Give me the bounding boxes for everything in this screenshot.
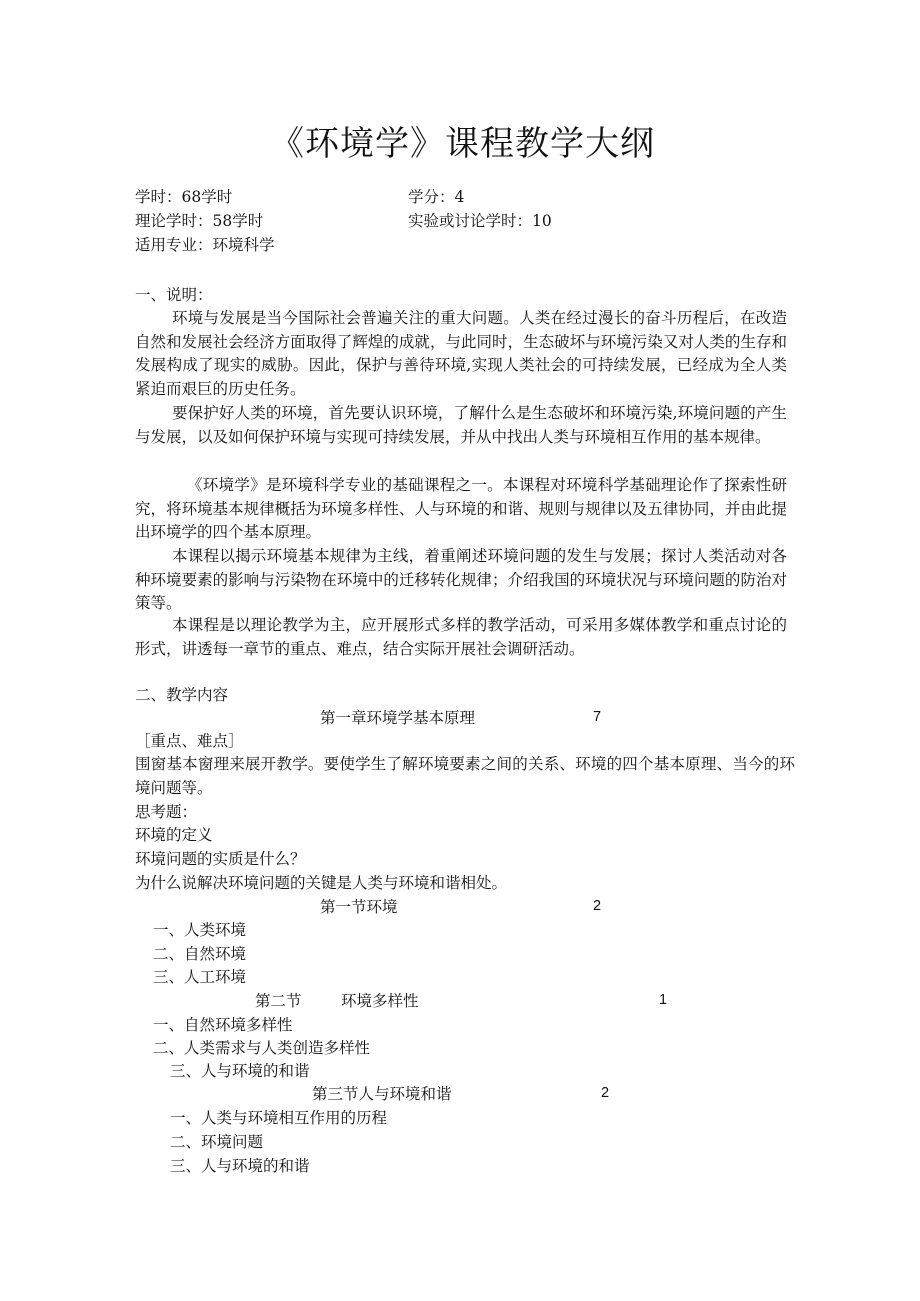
paragraph-2: 要保护好人类的环境，首先要认识环境，了解什么是生态破坏和环境污染,环境问题的产生与发展，以及如何保护环境与实现可持续发展，并从中找出人类与环境相互作用的基本规律。 [135,404,787,446]
question-item: 环境的定义 [135,826,213,844]
info-theory-hours: 理论学时：58学时 [135,212,264,230]
question-item: 为什么说解决环境问题的关键是人类与环境和谐相处。 [135,874,508,892]
section-1-1-hours: 2 [593,898,602,914]
section-1-1-title: 第一节环境 [320,898,398,916]
paragraph-5: 本课程是以理论教学为主，应开展形式多样的教学活动，可采用多媒体教学和重点讨论的形式，讲透每一章节的重点、难点，结合实际开展社会调研活动。 [135,616,787,658]
list-item: 二、人类需求与人类创造多样性 [153,1039,371,1057]
list-item: 二、环境问题 [170,1133,264,1151]
section-1-3-hours: 2 [601,1085,610,1101]
info-hours: 学时：68学时 [135,188,233,206]
question-item: 环境问题的实质是什么？ [135,850,306,868]
section-1-3-title: 第三节人与环境和谐 [312,1085,452,1103]
list-item: 三、人工环境 [153,968,247,986]
list-item: 三、人与环境的和谐 [170,1062,310,1080]
list-item: 一、人类环境 [153,921,247,939]
info-lab-hours: 实验或讨论学时：10 [408,212,552,230]
list-item: 一、人类与环境相互作用的历程 [170,1109,388,1127]
key-points-text: 围窗基本窗理来展开教学。要使学生了解环境要素之间的关系、环境的四个基本原理、当今的环境问题等。 [135,755,795,797]
questions-label: 思考题： [135,803,198,821]
paragraph-3: 《环境学》是环境科学专业的基础课程之一。本课程对环境科学基础理论作了探索性研究，将环境基本规律概括为环境多样性、人与环境的和谐、规则与规律以及五律协同，并由此提出环境学的四个基本原理。 [135,476,787,541]
key-points-label: ［重点、难点］ [135,732,244,750]
list-item: 二、自然环境 [153,945,247,963]
info-credits: 学分：4 [408,188,465,206]
chapter-1-hours: 7 [593,709,602,725]
chapter-1-title: 第一章环境学基本原理 [320,709,476,727]
section-1-2-hours: 1 [659,992,668,1008]
section-2-heading: 二、教学内容 [135,686,229,704]
page-title: 《环境学》课程教学大纲 [270,124,655,164]
list-item: 一、自然环境多样性 [153,1016,293,1034]
info-major: 适用专业：环境科学 [135,236,275,254]
list-item: 三、人与环境的和谐 [170,1157,310,1175]
section-1-2-title-prefix: 第二节 [255,992,302,1010]
paragraph-4: 本课程以揭示环境基本规律为主线，着重阐述环境问题的发生与发展；探讨人类活动对各种环境要素的影响与污染物在环境中的迁移转化规律；介绍我国的环境状况与环境问题的防治对策等。 [135,547,787,612]
section-1-heading: 一、说明： [135,286,213,304]
paragraph-1: 环境与发展是当今国际社会普遍关注的重大问题。人类在经过漫长的奋斗历程后，在改造自然和发展社会经济方面取得了辉煌的成就，与此同时，生态破坏与环境污染又对人类的生存和发展构成了现实的威胁。因此，保护与善待环境,实现人类社会的可持续发展，已经成为全人类紧迫而艰巨的历史任务。 [135,309,787,398]
section-1-2-title: 环境多样性 [341,992,419,1010]
